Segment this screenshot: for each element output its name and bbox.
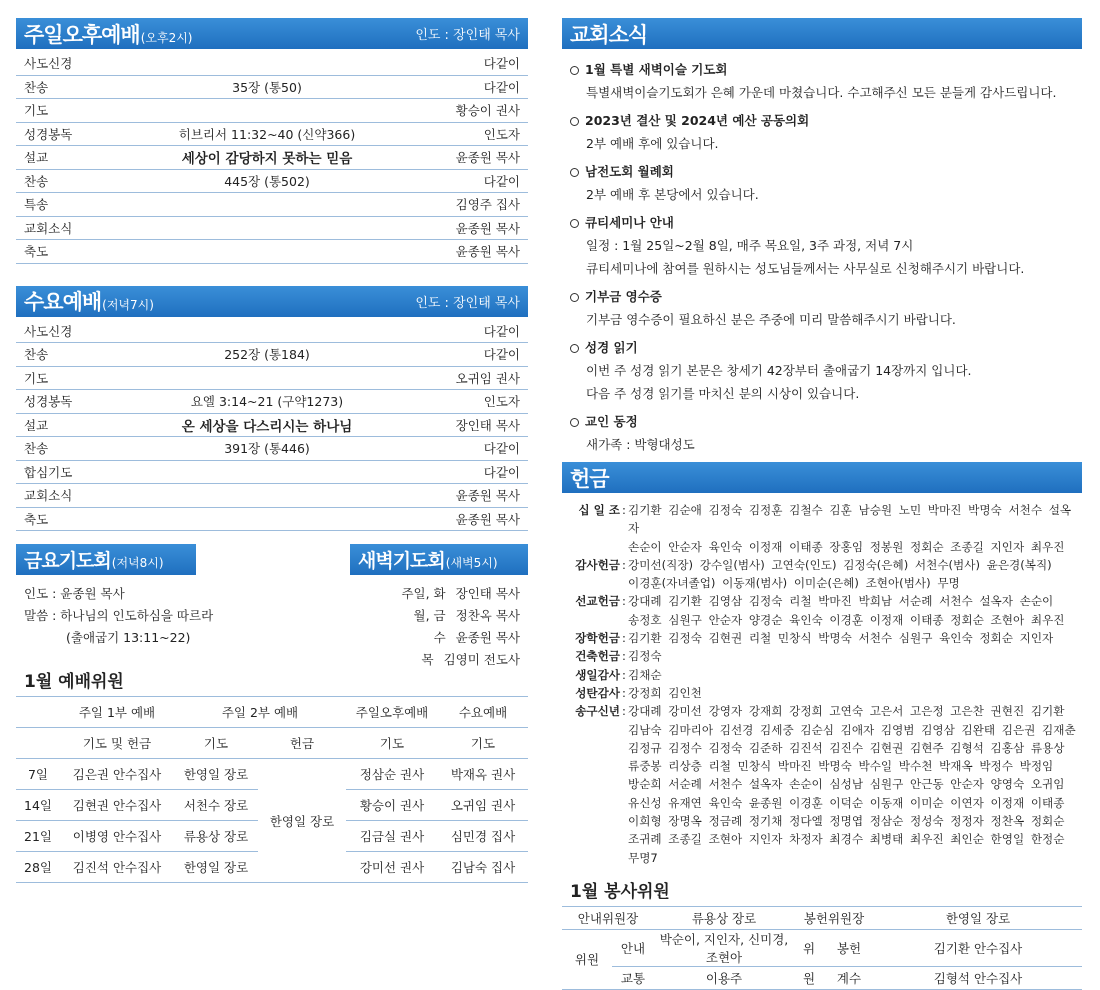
dawn-day: 주일, 화 [401,586,446,601]
friday-banner [16,544,196,575]
news-item-line: 기부금 영수증이 필요하신 분은 주중에 미리 말씀해주시기 바랍니다. [586,312,956,327]
order-item-person: 다같이 [483,464,520,480]
offering-colon: : [622,503,626,517]
offering-label [564,812,620,830]
news-item-line: 다음 주 성경 읽기를 마치신 분의 시상이 있습니다. [586,386,860,401]
order-item-person: 다같이 [483,173,520,189]
order-item-name: 교회소식 [24,488,73,504]
sunday-pm-banner [16,18,528,49]
service-row-traffic [562,966,1082,989]
committee-date: 21일 [16,821,60,852]
news-item [570,286,1076,331]
offertory-name: 김기환 안수집사 [874,929,1082,966]
offering-label [564,538,620,556]
offering-title: 헌금 [570,466,609,491]
order-item-person: 인도자 [483,394,520,410]
offering-colon: : [622,631,626,646]
news-item-line: 2부 예배 후 본당에서 있습니다. [586,187,759,202]
order-row [16,484,528,508]
news-item-title-text: 1월 특별 새벽이슬 기도회 [585,62,728,77]
offering-row [564,812,1082,830]
wednesday-time: (저녁7시) [102,298,154,312]
offering-names: 김기환 김순애 김정숙 김정훈 김철수 김훈 남승원 노민 박마진 박명숙 서천수 설옥자 [628,503,1072,536]
friday-message: 말씀 : 하나님의 인도하심을 따르라 [24,608,214,623]
order-item-person: 다같이 [483,56,520,72]
circle-bullet-icon [570,293,579,302]
dawn-schedule [401,583,520,671]
news-item-line: 큐티세미나에 참여를 원하시는 성도님들께서는 사무실로 신청해주시기 바랍니다. [586,261,1025,276]
order-item-detail: 요엘 3:14~21 (구약1273) [190,394,344,410]
offering-names: 김정규 김정수 김정숙 김준하 김진석 김진수 김현권 김현주 김형석 김홍삼 류용상 [628,740,1065,755]
committee-role-head: 헌금 [258,728,346,759]
offering-colon [620,849,628,867]
committee-service-head: 주일 2부 예배 [174,697,346,728]
worship-committee-title: 1월 예배위원 [24,672,124,692]
usher-head-label: 안내위원장 [562,906,654,929]
order-item-detail: 391장 (통446) [224,441,310,457]
order-row [16,146,528,170]
order-item-name: 사도신경 [24,323,73,339]
dawn-person: 정찬옥 목사 [455,608,520,623]
offering-names: 송정호 심원구 안순자 양경순 육인숙 이경훈 이정재 이태종 정회순 조현아 최우진 [628,612,1065,627]
offering-colon: : [622,557,626,572]
offering-label [564,794,620,812]
offering-row [564,666,1082,684]
sunday-pm-title-text: 주일오후예배 [24,22,140,47]
order-item-name: 설교 [24,417,49,433]
offering-label: 송구신년 [575,704,620,719]
offering-row [564,647,1082,665]
order-row [16,123,528,147]
wednesday-title-text: 수요예배 [24,290,102,314]
guide-names: 박순이, 지인자, 신미경, 조현아 [654,929,794,966]
friday-time: (저녁8시) [111,556,164,570]
offering-row [564,538,1082,556]
offering-row [564,794,1082,812]
order-row [16,508,528,532]
offering-colon [620,775,628,793]
committee-prayer-offering: 김은권 안수집사 [60,759,174,790]
offering-label: 십 일 조 [578,503,620,517]
offering-colon: : [622,704,626,719]
offering-colon: : [622,685,626,700]
circle-bullet-icon [570,117,579,126]
order-row [16,76,528,100]
offering-row [564,757,1082,775]
news-item [570,337,1076,405]
order-item-person: 윤종원 목사 [455,150,520,166]
committee-wed-prayer: 심민경 집사 [438,821,528,852]
order-row [16,367,528,391]
offering-label [564,757,620,775]
offering-colon [620,611,628,629]
offering-colon [620,812,628,830]
wednesday-banner [16,286,528,317]
wednesday-leader: 인도 : 장인태 목사 [415,295,520,311]
offering-names: 유신성 유재연 육인숙 윤종원 이경훈 이덕순 이동재 이미순 이연자 이정재 이태종 [628,795,1065,810]
committee-wed-prayer: 오귀임 권사 [438,790,528,821]
sunday-pm-title [24,19,193,49]
order-item-name: 성경봉독 [24,394,73,410]
committee-corner [16,728,60,759]
committee-role-head: 기도 및 헌금 [60,728,174,759]
order-row [16,193,528,217]
order-row [16,99,528,123]
offering-banner [562,462,1082,493]
committee-prayer: 한영일 장로 [174,759,258,790]
dawn-day: 수 [433,630,446,645]
news-item-title [570,110,1076,132]
offering-list [562,493,1082,867]
offering-label: 성탄감사 [575,685,620,700]
news-item-title-text: 큐티세미나 안내 [585,215,674,230]
committee-row [16,759,528,790]
dawn-time: (새벽5시) [445,556,498,570]
committee-service-head: 수요예배 [438,697,528,728]
offering-names: 조귀례 조종길 조현아 지인자 차정자 최경수 최병태 최우진 최인순 한영일 한정순 [628,832,1065,847]
offering-row [564,556,1082,574]
service-row-guide [562,929,1082,966]
order-item-person: 윤종원 목사 [455,511,520,527]
news-item [570,411,1076,456]
offering-names: 김남숙 김마리아 김선경 김세중 김순심 김애자 김영범 김영삼 김완태 김은권 김재춘 [628,722,1076,737]
order-item-name: 축도 [24,511,49,527]
prayer-banners [16,544,528,575]
committee-head-row-2 [16,728,528,759]
order-item-name: 축도 [24,244,49,260]
dawn-person: 장인태 목사 [455,586,520,601]
committee-prayer: 한영일 장로 [174,852,258,883]
committee-role-head: 기도 [346,728,438,759]
committee-wed-prayer: 김남숙 집사 [438,852,528,883]
committee-service-head: 주일 1부 예배 [60,697,174,728]
guide-label: 안내 [612,929,654,966]
news-item [570,59,1076,104]
committee-role-head: 기도 [438,728,528,759]
dawn-day: 월, 금 [413,608,446,623]
friday-info [24,583,213,671]
offering-names: 이경훈(자녀졸업) 이동재(범사) 이미순(은혜) 조현아(범사) 무명 [628,576,960,591]
committee-service-head: 주일오후예배 [346,697,438,728]
committee-prayer-offering: 이병영 안수집사 [60,821,174,852]
committee-pm-prayer: 정삼순 권사 [346,759,438,790]
order-item-name: 설교 [24,150,49,166]
news-title: 교회소식 [570,22,648,47]
order-item-name: 찬송 [24,79,49,95]
order-item-person: 김영주 집사 [455,197,520,213]
offering-names: 손순이 안순자 육인숙 이정재 이태종 장홍임 정봉원 정회순 조종길 지인자 최우진 [628,539,1065,554]
order-item-name: 찬송 [24,347,49,363]
circle-bullet-icon [570,66,579,75]
order-item-person: 다같이 [483,323,520,339]
news-item [570,212,1076,280]
offering-row [564,611,1082,629]
accounting-name: 김형석 안수집사 [874,966,1082,989]
news-item-line: 이번 주 성경 읽기 본문은 창세기 42장부터 출애굽기 14장까지 입니다. [586,363,972,378]
committee-prayer-offering: 김현권 안수집사 [60,790,174,821]
news-item [570,110,1076,155]
dawn-person: 김영미 전도사 [443,652,520,667]
offering-colon [620,538,628,556]
order-item-name: 찬송 [24,441,49,457]
service-committee-title: 1월 봉사위원 [570,881,670,902]
order-item-name: 찬송 [24,173,49,189]
wednesday-title [24,286,154,316]
order-item-person: 윤종원 목사 [455,220,520,236]
committee-date: 7일 [16,759,60,790]
offering-row [564,684,1082,702]
order-item-name: 기도 [24,103,49,119]
friday-title-text: 금요기도회 [24,550,111,572]
member-label: 위원 [562,929,612,989]
accounting-label: 계수 [824,966,874,989]
committee-pm-prayer: 황승이 권사 [346,790,438,821]
offering-row [564,574,1082,592]
news-item-line: 일정 : 1월 25일~2월 8일, 매주 목요일, 3주 과정, 저녁 7시 [586,238,914,253]
order-item-detail: 35장 (통50) [232,79,302,95]
circle-bullet-icon [570,344,579,353]
news-item-line: 2부 예배 후에 있습니다. [586,136,719,151]
order-row [16,52,528,76]
prayer-meeting-info [16,575,528,671]
news-item-title-text: 남전도회 월례회 [585,164,674,179]
offering-names: 방순희 서순례 서천수 설옥자 손순이 심성남 심원구 안근동 안순자 양영숙 오귀임 [628,777,1065,792]
friday-leader: 인도 : 윤종원 목사 [24,586,125,601]
order-item-person: 오귀임 권사 [455,370,520,386]
order-item-name: 기도 [24,370,49,386]
order-row [16,414,528,438]
usher-head: 류용상 장로 [654,906,794,929]
service-row-heads [562,906,1082,929]
news-item-title [570,337,1076,359]
offering-colon: : [622,594,626,609]
committee-head-row-1 [16,697,528,728]
order-item-person: 인도자 [483,126,520,142]
order-item-detail: 445장 (통502) [224,173,310,189]
offering-names: 강미선(직장) 강수일(범사) 고연숙(인도) 김정숙(은혜) 서천수(범사) 윤은경(복직) [628,557,1052,572]
offering-colon [620,721,628,739]
offering-colon [620,830,628,848]
service-committee-table [562,906,1082,990]
committee-date: 28일 [16,852,60,883]
committee-date: 14일 [16,790,60,821]
offering-colon: : [622,649,626,664]
order-item-detail: 252장 (통184) [224,347,310,363]
offering-colon [620,739,628,757]
order-row [16,217,528,241]
offering-names: 김채순 [628,667,662,682]
offering-names: 강대례 김기환 김영삼 김정숙 리철 박마진 박희남 서순례 서천수 설옥자 손순이 [628,594,1054,609]
dawn-title-text: 새벽기도회 [358,550,445,572]
committee-corner [16,697,60,728]
traffic-name: 이용주 [654,966,794,989]
offering-colon [620,757,628,775]
wednesday-order [16,320,528,532]
offering-names: 무명7 [628,850,658,865]
traffic-label: 교통 [612,966,654,989]
dawn-row [401,605,520,627]
dawn-row [401,583,520,605]
order-item-person: 장인태 목사 [455,417,520,433]
friday-title [24,546,164,573]
offering-colon: : [622,667,626,682]
offering-row [564,629,1082,647]
offering-names: 류중봉 리상층 리철 민창식 박마진 박명숙 박수일 박수천 박재옥 박정수 박정임 [628,759,1054,774]
dawn-row [401,627,520,649]
news-item-line: 새가족 : 박형대성도 [586,437,695,452]
offering-row [564,501,1082,538]
order-row [16,461,528,485]
sermon-title: 온 세상을 다스리시는 하나님 [181,418,353,435]
order-item-person: 다같이 [483,79,520,95]
committee-prayer: 서천수 장로 [174,790,258,821]
committee-offering-all: 한영일 장로 [258,759,346,883]
offertory-label: 봉헌 [824,929,874,966]
order-item-name: 성경봉독 [24,126,73,142]
order-item-name: 합심기도 [24,464,73,480]
news-item-title-text: 2023년 결산 및 2024년 예산 공동의회 [585,113,810,128]
offering-label: 장학헌금 [575,631,620,646]
committee-wed-prayer: 박재옥 권사 [438,759,528,790]
sunday-pm-leader: 인도 : 장인태 목사 [415,28,520,43]
order-row [16,343,528,367]
offering-row [564,849,1082,867]
friday-scripture: (출애굽기 13:11~22) [66,630,191,645]
offering-names: 강정희 김인천 [628,685,702,700]
order-row [16,437,528,461]
offering-label: 생일감사 [575,667,620,682]
news-item-title-text: 기부금 영수증 [585,289,662,304]
offer-head-label: 봉헌위원장 [794,906,874,929]
offering-row [564,702,1082,720]
offering-row [564,592,1082,610]
worship-committee-table [16,696,528,883]
offering-names: 강대례 강미선 강영자 강재희 강정희 고연숙 고은서 고은정 고은찬 권현진 김기환 [628,704,1065,719]
offering-colon [620,794,628,812]
offering-row [564,721,1082,739]
left-column [16,18,528,883]
offering-label [564,721,620,739]
sunday-pm-time: (오후2시) [140,30,193,45]
order-item-detail: 히브리서 11:32~40 (신약366) [178,126,356,142]
offering-row [564,739,1082,757]
offering-colon [620,574,628,592]
dawn-day: 목 [421,652,434,667]
order-item-person: 다같이 [483,347,520,363]
news-item-title [570,161,1076,183]
offering-label [564,574,620,592]
dawn-banner [350,544,528,575]
committee-pm-prayer: 강미선 권사 [346,852,438,883]
order-item-person: 윤종원 목사 [455,488,520,504]
news-item-title [570,286,1076,308]
order-row [16,320,528,344]
offering-label: 선교헌금 [575,594,620,609]
news-list [562,49,1082,456]
sermon-title: 세상이 감당하지 못하는 믿음 [181,151,353,168]
offering-names: 김정숙 [628,649,662,664]
news-item-line: 특별새벽이슬기도회가 은혜 가운데 마쳤습니다. 수고해주신 모든 분들게 감사드립니다. [586,85,1057,100]
offering-label [564,611,620,629]
offering-label [564,849,620,867]
order-row [16,170,528,194]
news-item-title [570,59,1076,81]
committee-prayer: 류용상 장로 [174,821,258,852]
offering-names: 김기환 김정숙 김현권 리철 민창식 박명숙 서천수 심원구 육인숙 정회순 지인자 [628,631,1054,646]
offering-row [564,830,1082,848]
order-item-person: 다같이 [483,441,520,457]
member-label-wi: 위 [794,929,824,966]
committee-prayer-offering: 김진석 안수집사 [60,852,174,883]
news-banner [562,18,1082,49]
order-item-name: 특송 [24,197,49,213]
right-column [562,18,1082,990]
offering-label: 건축헌금 [575,649,620,664]
order-item-name: 사도신경 [24,56,73,72]
member-label-won: 원 [794,966,824,989]
order-item-person: 윤종원 목사 [455,244,520,260]
news-item-title-text: 교인 동정 [585,414,638,429]
offering-names: 이희형 장명옥 정금례 정기채 정다엘 정명엽 정삼순 정성숙 정정자 정찬옥 정회순 [628,814,1065,829]
circle-bullet-icon [570,219,579,228]
order-item-person: 황승이 권사 [455,103,520,119]
circle-bullet-icon [570,168,579,177]
news-item [570,161,1076,206]
offering-label [564,775,620,793]
news-item-title-text: 성경 읽기 [585,340,638,355]
offering-row [564,775,1082,793]
dawn-title [358,546,498,573]
news-item-title [570,411,1076,433]
order-row [16,240,528,264]
committee-pm-prayer: 김금실 권사 [346,821,438,852]
offering-label [564,739,620,757]
circle-bullet-icon [570,418,579,427]
offer-head: 한영일 장로 [874,906,1082,929]
offering-label [564,830,620,848]
sunday-pm-order [16,52,528,264]
order-item-name: 교회소식 [24,220,73,236]
committee-role-head: 기도 [174,728,258,759]
dawn-person: 윤종원 목사 [455,630,520,645]
order-row [16,390,528,414]
dawn-row [401,649,520,671]
news-item-title [570,212,1076,234]
offering-label: 감사헌금 [575,557,620,572]
